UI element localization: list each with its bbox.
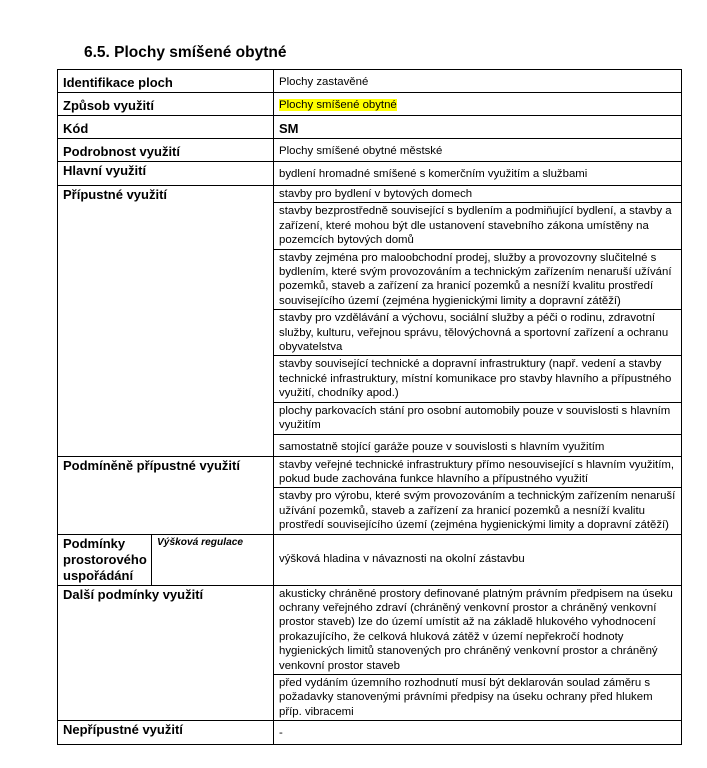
list-item: stavby pro bydlení v bytových domech xyxy=(274,186,682,203)
list-item: stavby pro vzdělávání a výchovu, sociální služby a péči o rodinu, zdravotní služby, kulturu, veřejnou správu, tělovýchovná a sportovní zařízení a ochranu obyvatelstva xyxy=(274,310,682,356)
value-prostorove: výšková hladina v návaznosti na okolní zástavbu xyxy=(274,534,682,585)
value-hlavni: bydlení hromadné smíšené s komerčním využitím a službami xyxy=(274,162,682,186)
list-item: plochy parkovacích stání pro osobní automobily pouze v souvislosti s hlavním využitím xyxy=(274,402,682,434)
value-zpusob xyxy=(274,93,682,116)
label-hlavni: Hlavní využití xyxy=(58,162,274,186)
label-podminene: Podmíněně přípustné využití xyxy=(58,456,274,534)
row-dalsi-1 xyxy=(58,585,682,674)
row-zpusob xyxy=(58,93,682,116)
row-hlavni xyxy=(58,162,682,186)
label-kod: Kód xyxy=(58,116,274,139)
row-kod xyxy=(58,116,682,139)
row-podrobnost xyxy=(58,139,682,162)
list-item: stavby pro výrobu, které svým provozováním a technickým zařízením nenaruší užívání pozemků, staveb a zařízení za hranicí pozemků a nesníží kvalitu prostředí souvisejícího území (zejména hygienickými limity a dopravní zátěží) xyxy=(274,488,682,534)
list-item: samostatně stojící garáže pouze v souvislosti s hlavním využitím xyxy=(274,434,682,456)
list-item: akusticky chráněné prostory definované platným právním předpisem na úseku ochrany veřejného zdraví (chráněný venkovní prostor a chráněný venkovní prostor staveb) lze do území umístit až na základě hlukového vyhodnocení prokazujícího, že celková hluková zátěž v území nepřekročí hodnoty hygienických limitů stanovených pro chráněný venkovní prostor a chráněný venkovní prostor staveb xyxy=(274,585,682,674)
list-item: stavby bezprostředně související s bydlením a podmiňující bydlení, a stavby a zařízení, které mohou být dle ustanovení stavebního zákona umístěny na pozemcích bytových domů xyxy=(274,203,682,249)
sublabel-vyskova-regulace: Výšková regulace xyxy=(152,534,274,585)
row-prostorove xyxy=(58,534,682,585)
value-nepripustne: - xyxy=(274,721,682,745)
row-podminene-1 xyxy=(58,456,682,488)
land-use-regulation-table xyxy=(57,69,682,745)
list-item: stavby související technické a dopravní infrastruktury (např. vedení a stavby technické infrastruktury, místní komunikace pro stavby hlavního a přípustného využití, chodníky apod.) xyxy=(274,356,682,402)
label-pripustne: Přípustné využití xyxy=(58,186,274,457)
list-item: stavby zejména pro maloobchodní prodej, služby a provozovny slučitelné s bydlením, které svým provozováním a technickým zařízením nenaruší užívání pozemků, staveb a zařízení za hranicí pozemků a nesníží kvalitu prostředí souvisejícího území (zejména hygienickými limity a dopravní zátěží) xyxy=(274,249,682,310)
row-nepripustne xyxy=(58,721,682,745)
list-item: stavby veřejné technické infrastruktury přímo nesouvisející s hlavním využitím, pokud bude zachována funkce hlavního a přípustného využití xyxy=(274,456,682,488)
highlighted-value: Plochy smíšené obytné xyxy=(279,99,397,111)
label-zpusob: Způsob využití xyxy=(58,93,274,116)
label-nepripustne: Nepřípustné využití xyxy=(58,721,274,745)
label-identifikace: Identifikace ploch xyxy=(58,70,274,93)
label-podrobnost: Podrobnost využití xyxy=(58,139,274,162)
value-podrobnost: Plochy smíšené obytné městské xyxy=(274,139,682,162)
section-title: 6.5. Plochy smíšené obytné xyxy=(84,44,287,61)
label-prostorove: Podmínky prostorového uspořádání xyxy=(58,534,152,585)
row-pripustne-1 xyxy=(58,186,682,203)
list-item: před vydáním územního rozhodnutí musí být deklarován soulad záměru s požadavky stanovenými právními předpisy na úseku ochrany před hlukem příp. vibracemi xyxy=(274,674,682,720)
label-dalsi: Další podmínky využití xyxy=(58,585,274,721)
value-identifikace: Plochy zastavěné xyxy=(274,70,682,93)
value-kod: SM xyxy=(274,116,682,139)
row-identifikace xyxy=(58,70,682,93)
